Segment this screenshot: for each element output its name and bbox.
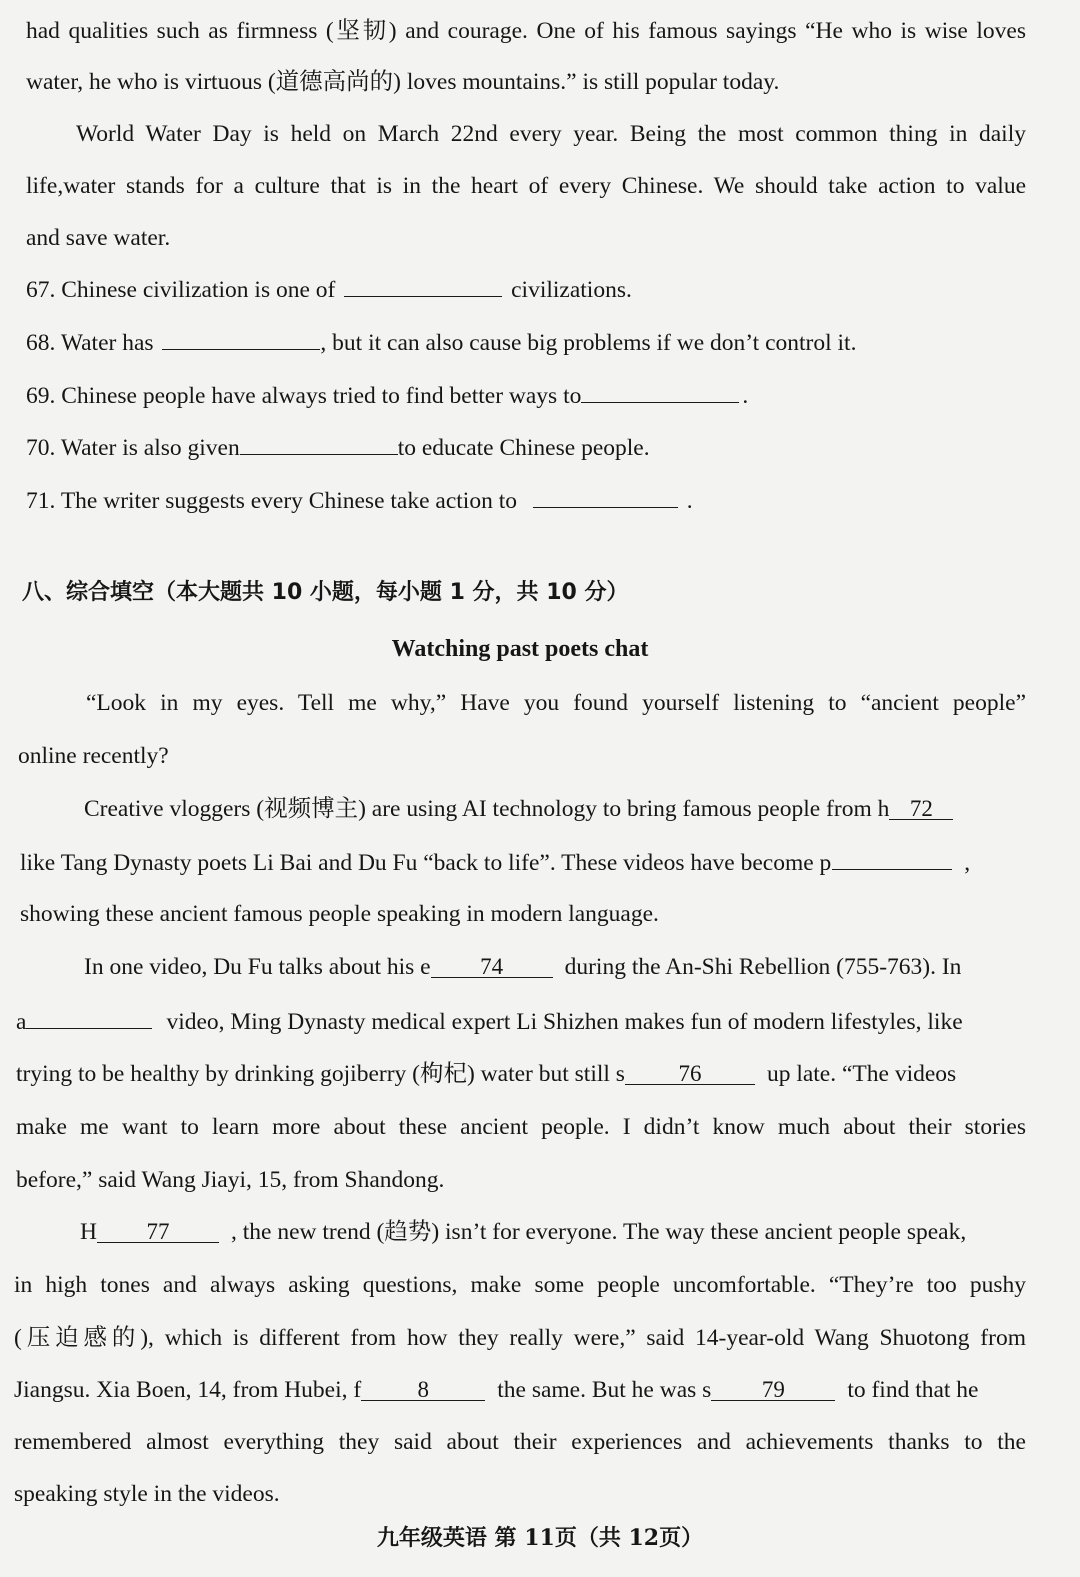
passage-line — [26, 67, 1080, 97]
passage-line — [14, 1375, 1080, 1405]
question-67 — [26, 274, 1080, 305]
page-footer: 九年级英语 第 11页（共 12页） — [376, 1525, 704, 1551]
answer-blank-77[interactable]: 77 — [97, 1220, 219, 1243]
question-70 — [26, 432, 1080, 463]
passage-line — [16, 1059, 1080, 1089]
passage-text: In one video, Du Fu talks about his e — [84, 954, 431, 980]
passage-text: trying to be healthy by drinking gojiberry (枸杞) water but still s — [16, 1061, 625, 1087]
passage-line — [14, 1323, 1026, 1353]
passage-text: online recently? — [18, 743, 169, 769]
question-text: to educate Chinese people. — [397, 435, 650, 461]
passage-text: Creative vloggers (视频博主) are using AI technology to bring famous people from h — [84, 796, 890, 822]
passage-line — [86, 688, 1026, 718]
passage-text: Jiangsu. Xia Boen, 14, from Hubei, f — [14, 1377, 362, 1403]
passage-text: to find that he — [847, 1377, 979, 1403]
question-68 — [26, 327, 1080, 358]
question-text: , but it can also cause big problems if we don’t control it. — [320, 330, 857, 356]
answer-blank[interactable] — [344, 274, 502, 297]
answer-blank-73[interactable] — [832, 847, 952, 870]
passage-line — [16, 1112, 1026, 1142]
passage-text: and save water. — [26, 225, 171, 251]
passage-line — [20, 899, 1080, 929]
passage-line — [26, 16, 1026, 46]
passage-text: like Tang Dynasty poets Li Bai and Du Fu “back to life”. These videos have become p — [20, 850, 832, 876]
passage-line — [26, 223, 1080, 253]
passage-text: (压迫感的), which is different from how they really were,” said 14-year-old Wang Shuotong from — [14, 1325, 1026, 1351]
passage-text: , — [964, 850, 971, 876]
question-text: 68. Water has — [26, 330, 154, 356]
answer-blank-79[interactable]: 79 — [711, 1378, 835, 1401]
answer-blank-76[interactable]: 76 — [625, 1062, 755, 1085]
passage-text: H — [80, 1219, 97, 1245]
passage-line — [76, 119, 1026, 149]
passage-line — [14, 1427, 1026, 1457]
passage-text: a — [16, 1009, 27, 1035]
passage-text: video, Ming Dynasty medical expert Li Shizhen makes fun of modern lifestyles, like — [166, 1009, 963, 1035]
passage-text: remembered almost everything they said about their experiences and achievements thanks to the — [14, 1429, 1026, 1455]
passage-text: up late. “The videos — [766, 1061, 957, 1087]
passage-line — [16, 1165, 1080, 1195]
passage-text: had qualities such as firmness (坚韧) and courage. One of his famous sayings “He who is wise loves — [26, 18, 1026, 44]
passage-line — [84, 794, 1080, 824]
question-71 — [26, 485, 1080, 516]
section-heading: 八、综合填空（本大题共 10 小题，每小题 1 分，共 10 分） — [22, 580, 629, 605]
passage-text: life,water stands for a culture that is in the heart of every Chinese. We should take action to value — [26, 173, 1026, 199]
answer-blank-74[interactable]: 74 — [431, 955, 553, 978]
passage-text: “Look in my eyes. Tell me why,” Have you found yourself listening to “ancient people” — [86, 690, 1026, 716]
answer-blank-75[interactable] — [26, 1006, 152, 1029]
question-text: 70. Water is also given — [26, 435, 240, 461]
answer-blank[interactable] — [581, 380, 739, 403]
question-text: civilizations. — [511, 277, 632, 303]
question-text: . — [686, 488, 693, 514]
answer-blank[interactable] — [533, 485, 678, 508]
answer-blank-78[interactable]: 8 — [361, 1378, 485, 1401]
question-text: . — [742, 383, 749, 409]
passage-text: in high tones and always asking questions, make some people uncomfortable. “They’re too pushy — [14, 1272, 1026, 1298]
question-69 — [26, 380, 1080, 411]
passage-text: , the new trend (趋势) isn’t for everyone. The way these ancient people speak, — [230, 1219, 967, 1245]
passage-text: showing these ancient famous people speaking in modern language. — [20, 901, 659, 927]
passage-text: before,” said Wang Jiayi, 15, from Shandong. — [16, 1167, 445, 1193]
passage-line — [26, 171, 1026, 201]
passage-line — [14, 1270, 1026, 1300]
passage-text: speaking style in the videos. — [14, 1481, 280, 1507]
passage-line — [84, 952, 1080, 982]
passage-line — [80, 1217, 1080, 1247]
passage-text: World Water Day is held on March 22nd every year. Being the most common thing in daily — [76, 121, 1026, 147]
passage-line — [18, 741, 1080, 771]
passage-text: make me want to learn more about these ancient people. I didn’t know much about their stories — [16, 1114, 1026, 1140]
passage-line — [14, 1479, 1080, 1509]
passage-text: the same. But he was s — [497, 1377, 712, 1403]
passage-line — [16, 1006, 1080, 1037]
passage-text: water, he who is virtuous (道德高尚的) loves mountains.” is still popular today. — [26, 69, 780, 95]
question-text: 67. Chinese civilization is one of — [26, 277, 336, 303]
answer-blank-72[interactable]: 72 — [889, 797, 953, 820]
answer-blank[interactable] — [162, 327, 320, 350]
question-text: 71. The writer suggests every Chinese take action to — [26, 488, 517, 514]
passage-text: during the An-Shi Rebellion (755-763). In — [564, 954, 962, 980]
passage-line — [20, 847, 1080, 878]
answer-blank[interactable] — [240, 432, 398, 455]
passage-title: Watching past poets chat — [391, 636, 649, 662]
question-text: 69. Chinese people have always tried to find better ways to — [26, 383, 582, 409]
